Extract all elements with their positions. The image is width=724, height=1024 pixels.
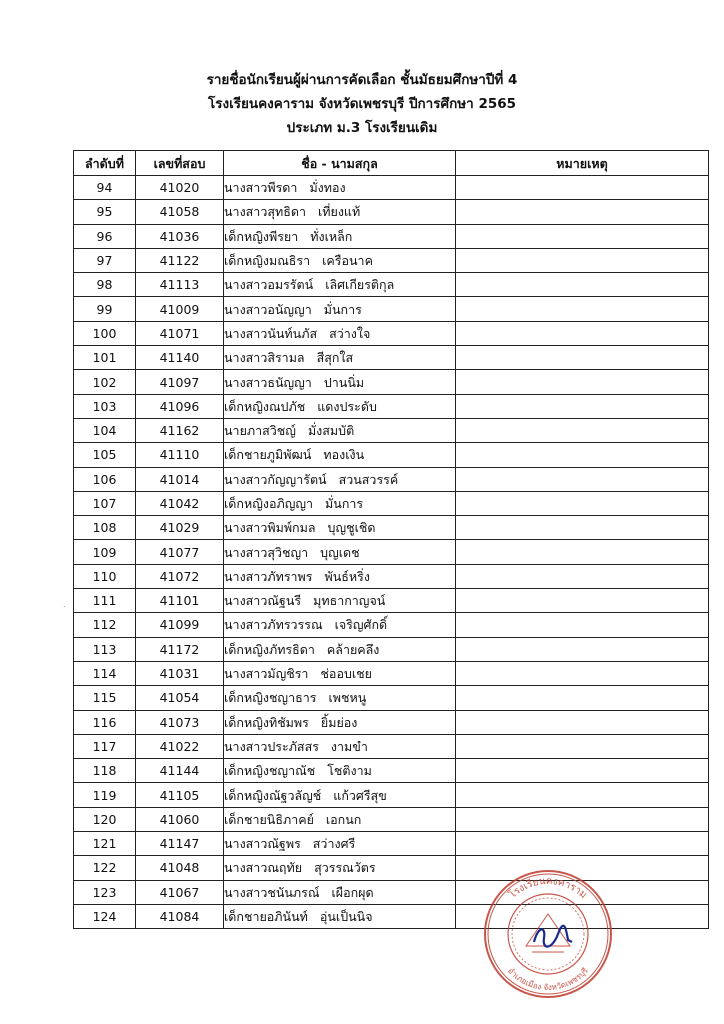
cell-name: [224, 686, 456, 710]
cell-remark: [456, 759, 709, 783]
first-name: เด็กหญิงมณธิรา: [224, 253, 311, 269]
first-name: นางสาวอนัญญา: [224, 301, 312, 317]
cell-exam-id: 41144: [136, 759, 224, 783]
cell-no: 94: [74, 176, 136, 200]
table-row: [74, 734, 709, 758]
cell-remark: [456, 880, 709, 904]
cell-no: 114: [74, 661, 136, 685]
cell-name: [224, 516, 456, 540]
table-row: [74, 783, 709, 807]
first-name: นางสาวธนัญญา: [224, 374, 312, 390]
cell-name: [224, 394, 456, 418]
table-row: [74, 613, 709, 637]
cell-name: [224, 321, 456, 345]
table-row: [74, 880, 709, 904]
first-name: นางสาวอมรรัตน์: [224, 277, 314, 293]
first-name: เด็กหญิงอภิญญา: [224, 496, 314, 511]
table-row: [74, 807, 709, 831]
cell-name: [224, 661, 456, 685]
first-name: เด็กหญิงชญาณัช: [224, 763, 316, 779]
cell-remark: [456, 783, 709, 807]
cell-remark: [456, 248, 709, 272]
table-row: [74, 297, 709, 321]
cell-name: [224, 467, 456, 491]
cell-remark: [456, 637, 709, 661]
table-row: [74, 321, 709, 345]
last-name: เผือกผุด: [331, 884, 374, 900]
cell-exam-id: 41031: [136, 661, 224, 685]
cell-remark: [456, 661, 709, 685]
cell-no: 95: [74, 200, 136, 224]
last-name: เอกนก: [325, 811, 362, 827]
cell-remark: [456, 734, 709, 758]
first-name: เด็กหญิงณัฐวลัญช์: [224, 787, 322, 803]
cell-exam-id: 41147: [136, 832, 224, 856]
cell-no: 112: [74, 613, 136, 637]
last-name: ปานนิ่ม: [323, 374, 365, 390]
cell-name: [224, 224, 456, 248]
first-name: นางสาวณฤทัย: [224, 860, 303, 876]
last-name: สว่างศรี: [312, 836, 356, 852]
cell-no: 98: [74, 273, 136, 297]
cell-no: 119: [74, 783, 136, 807]
cell-exam-id: 41162: [136, 418, 224, 442]
table-body: [74, 176, 709, 929]
cell-exam-id: 41058: [136, 200, 224, 224]
cell-name: [224, 807, 456, 831]
first-name: นางสาวสิรามล: [224, 350, 305, 366]
table-row: [74, 346, 709, 370]
last-name: สวนสวรรค์: [338, 471, 399, 487]
cell-exam-id: 41060: [136, 807, 224, 831]
table-row: [74, 394, 709, 418]
last-name: เครือนาค: [322, 253, 373, 269]
cell-no: 121: [74, 832, 136, 856]
cell-exam-id: 41122: [136, 248, 224, 272]
category-line: ประเภท ม.3 โรงเรียนเดิม: [286, 120, 438, 136]
first-name: นางสาวสุวิชญา: [224, 544, 309, 560]
cell-name: [224, 589, 456, 613]
last-name: มั่งทอง: [309, 180, 346, 196]
cell-remark: [456, 346, 709, 370]
cell-no: 116: [74, 710, 136, 734]
table-row: [74, 443, 709, 467]
cell-remark: [456, 589, 709, 613]
cell-remark: [456, 370, 709, 394]
cell-name: [224, 273, 456, 297]
cell-remark: [456, 394, 709, 418]
header-remark: หมายเหตุ: [456, 151, 709, 176]
cell-exam-id: 41077: [136, 540, 224, 564]
first-name: นางสาวกัญญารัตน์: [224, 471, 327, 487]
last-name: เที่ยงแท้: [317, 204, 361, 220]
stamp-text-top: โรงเรียนคงคาราม: [507, 875, 589, 901]
last-name: โชติงาม: [327, 763, 372, 779]
cell-exam-id: 41048: [136, 856, 224, 880]
cell-exam-id: 41110: [136, 443, 224, 467]
cell-no: 110: [74, 564, 136, 588]
document-title: รายชื่อนักเรียนผู้ผ่านการคัดเลือก ชั้นมัธยมศึกษาปีที่ 4: [206, 72, 518, 88]
table-row: [74, 224, 709, 248]
school-line: โรงเรียนคงคาราม จังหวัดเพชรบุรี ปีการศึกษา 2565: [207, 96, 517, 112]
cell-name: [224, 613, 456, 637]
cell-no: 122: [74, 856, 136, 880]
cell-no: 100: [74, 321, 136, 345]
first-name: เด็กชายอภินันท์: [224, 909, 308, 925]
cell-exam-id: 41073: [136, 710, 224, 734]
first-name: เด็กหญิงทิชัมพร: [224, 714, 309, 730]
cell-name: [224, 783, 456, 807]
cell-name: [224, 346, 456, 370]
cell-no: 105: [74, 443, 136, 467]
cell-no: 115: [74, 686, 136, 710]
table-header-row: [74, 151, 709, 176]
cell-name: [224, 248, 456, 272]
cell-no: 109: [74, 540, 136, 564]
cell-remark: [456, 443, 709, 467]
cell-name: [224, 418, 456, 442]
last-name: แดงประดับ: [317, 398, 377, 414]
cell-exam-id: 41099: [136, 613, 224, 637]
header-no: ลำดับที่: [74, 151, 136, 176]
table-row: [74, 589, 709, 613]
table-row: [74, 200, 709, 224]
cell-remark: [456, 686, 709, 710]
last-name: งามขำ: [330, 738, 368, 754]
cell-remark: [456, 273, 709, 297]
last-name: ทั่งเหล็ก: [310, 228, 353, 244]
first-name: นางสาวมัญชิรา: [224, 666, 309, 682]
table-row: [74, 661, 709, 685]
cell-no: 117: [74, 734, 136, 758]
table-row: [74, 759, 709, 783]
cell-exam-id: 41140: [136, 346, 224, 370]
last-name: เพชหนู: [328, 690, 367, 706]
last-name: เลิศเกียรติกุล: [325, 277, 395, 293]
cell-name: [224, 637, 456, 661]
cell-remark: [456, 807, 709, 831]
table-row: [74, 248, 709, 272]
last-name: มั่นการ: [325, 496, 364, 511]
cell-remark: [456, 516, 709, 540]
first-name: นางสาวณัฐพร: [224, 836, 301, 852]
cell-no: 108: [74, 516, 136, 540]
table-row: [74, 467, 709, 491]
first-name: นายภาสวิชญ์: [224, 423, 296, 439]
cell-remark: [456, 710, 709, 734]
cell-no: 124: [74, 904, 136, 928]
cell-name: [224, 904, 456, 928]
cell-exam-id: 41097: [136, 370, 224, 394]
table-row: [74, 273, 709, 297]
last-name: ยิ้มย่อง: [320, 714, 358, 730]
cell-exam-id: 41036: [136, 224, 224, 248]
cell-exam-id: 41101: [136, 589, 224, 613]
cell-exam-id: 41105: [136, 783, 224, 807]
cell-name: [224, 200, 456, 224]
first-name: นางสาวประภัสสร: [224, 738, 319, 754]
cell-name: [224, 540, 456, 564]
cell-name: [224, 734, 456, 758]
stamp-text-bottom: อำเภอเมือง จังหวัดเพชรบุรี: [506, 966, 590, 993]
table-row: [74, 832, 709, 856]
cell-name: [224, 564, 456, 588]
cell-remark: [456, 200, 709, 224]
cell-exam-id: 41113: [136, 273, 224, 297]
first-name: นางสาวสุทธิดา: [224, 204, 306, 220]
cell-exam-id: 41084: [136, 904, 224, 928]
table-row: [74, 516, 709, 540]
first-name: เด็กชายภูมิพัฒน์: [224, 447, 312, 463]
cell-name: [224, 176, 456, 200]
header-exam-id: เลขที่สอบ: [136, 151, 224, 176]
first-name: นางสาวชนันภรณ์: [224, 884, 320, 900]
cell-remark: [456, 856, 709, 880]
last-name: เจริญศักดิ์: [334, 617, 388, 633]
first-name: เด็กหญิงภัทรธิดา: [224, 641, 315, 657]
cell-no: 97: [74, 248, 136, 272]
cell-exam-id: 41072: [136, 564, 224, 588]
cell-no: 102: [74, 370, 136, 394]
cell-name: [224, 297, 456, 321]
last-name: ทองเงิน: [323, 447, 365, 463]
table-row: [74, 564, 709, 588]
first-name: เด็กหญิงชญาธาร: [224, 690, 317, 706]
header-name: ชื่อ - นามสกุล: [224, 151, 456, 176]
table-row: [74, 686, 709, 710]
cell-exam-id: 41054: [136, 686, 224, 710]
table-row: [74, 491, 709, 515]
last-name: มุทธากาญจน์: [313, 593, 386, 609]
table-row: [74, 176, 709, 200]
cell-exam-id: 41014: [136, 467, 224, 491]
cell-remark: [456, 904, 709, 928]
cell-exam-id: 41071: [136, 321, 224, 345]
cell-remark: [456, 491, 709, 515]
cell-no: 104: [74, 418, 136, 442]
cell-no: 96: [74, 224, 136, 248]
last-name: พันธ์หริ่ง: [324, 568, 370, 584]
cell-no: 118: [74, 759, 136, 783]
cell-name: [224, 443, 456, 467]
cell-name: [224, 370, 456, 394]
cell-exam-id: 41067: [136, 880, 224, 904]
first-name: นางสาวณัฐนรี: [224, 593, 302, 609]
cell-name: [224, 491, 456, 515]
cell-no: 99: [74, 297, 136, 321]
last-name: มั่งสมบัติ: [307, 423, 355, 439]
cell-name: [224, 759, 456, 783]
cell-remark: [456, 418, 709, 442]
cell-no: 113: [74, 637, 136, 661]
cell-exam-id: 41096: [136, 394, 224, 418]
table-row: [74, 370, 709, 394]
first-name: นางสาวนันท์นภัส: [224, 325, 318, 341]
table-row: [74, 418, 709, 442]
cell-no: 111: [74, 589, 136, 613]
first-name: นางสาวภัทราพร: [224, 568, 313, 584]
cell-remark: [456, 613, 709, 637]
last-name: สว่างใจ: [329, 325, 371, 341]
last-name: บุญชูเชิด: [327, 520, 376, 536]
cell-remark: [456, 564, 709, 588]
svg-text:อำเภอเมือง จังหวัดเพชรบุรี: [506, 966, 590, 992]
margin-mark: .: [63, 600, 66, 609]
cell-no: 106: [74, 467, 136, 491]
cell-exam-id: 41009: [136, 297, 224, 321]
cell-no: 103: [74, 394, 136, 418]
last-name: อุ่นเป็นนิจ: [319, 909, 373, 925]
cell-no: 123: [74, 880, 136, 904]
cell-exam-id: 41042: [136, 491, 224, 515]
cell-no: 120: [74, 807, 136, 831]
cell-remark: [456, 176, 709, 200]
cell-no: 107: [74, 491, 136, 515]
cell-exam-id: 41020: [136, 176, 224, 200]
last-name: ช่ออบเชย: [320, 666, 372, 682]
table-row: [74, 904, 709, 928]
first-name: นางสาวพีรดา: [224, 180, 298, 196]
cell-remark: [456, 297, 709, 321]
cell-remark: [456, 467, 709, 491]
cell-remark: [456, 321, 709, 345]
last-name: มั่นการ: [323, 301, 362, 317]
cell-name: [224, 856, 456, 880]
cell-exam-id: 41029: [136, 516, 224, 540]
last-name: คล้ายคลึง: [326, 641, 380, 657]
last-name: สุวรรณวัตร: [314, 860, 376, 876]
cell-remark: [456, 540, 709, 564]
first-name: เด็กหญิงณปภัช: [224, 398, 306, 414]
cell-name: [224, 880, 456, 904]
first-name: นางสาวพิมพ์กมล: [224, 520, 316, 536]
last-name: สีสุกใส: [316, 350, 354, 366]
cell-exam-id: 41022: [136, 734, 224, 758]
table-row: [74, 856, 709, 880]
cell-remark: [456, 224, 709, 248]
student-roster-table: [73, 150, 709, 929]
last-name: แก้วศรีสุข: [333, 787, 387, 803]
cell-exam-id: 41172: [136, 637, 224, 661]
cell-name: [224, 832, 456, 856]
table-row: [74, 710, 709, 734]
cell-name: [224, 710, 456, 734]
first-name: เด็กชายนิธิภาคย์: [224, 811, 314, 827]
cell-remark: [456, 832, 709, 856]
table-row: [74, 540, 709, 564]
table-row: [74, 637, 709, 661]
first-name: เด็กหญิงพีรยา: [224, 228, 299, 244]
first-name: นางสาวภัทรวรรณ: [224, 617, 323, 633]
last-name: บุญเดช: [320, 544, 360, 560]
cell-no: 101: [74, 346, 136, 370]
